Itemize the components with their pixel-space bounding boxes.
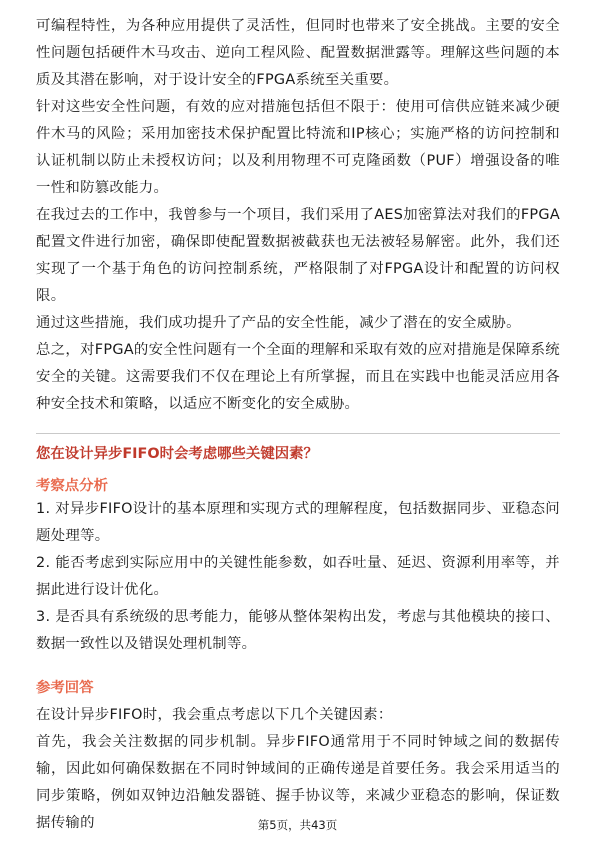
- intro-section: [36, 13, 560, 418]
- intro-paragraph-3: 在我过去的工作中，我曾参与一个项目，我们采用了AES加密算法对我们的FPGA配置文件进行加密，确保即使配置数据被截获也无法被轻易解密。此外，我们还实现了一个基于角色的访问控制系统，严格限制了对FPGA设计和配置的访问权限。: [36, 207, 560, 304]
- analysis-item-2: 2. 能否考虑到实际应用中的关键性能参数，如吞吐量、延迟、资源利用率等，并据此进行设计优化。: [36, 555, 560, 598]
- intro-paragraph-2: 针对这些安全性问题，有效的应对措施包括但不限于：使用可信供应链来减少硬件木马的风险；采用加密技术保护配置比特流和IP核心；实施严格的访问控制和认证机制以防止未授权访问；以及利用物理不可克隆函数（PUF）增强设备的唯一性和防篡改能力。: [36, 99, 560, 196]
- analysis-title: 考察点分析: [36, 478, 108, 494]
- intro-paragraph-1: 可编程特性，为各种应用提供了灵活性，但同时也带来了安全挑战。主要的安全性问题包括硬件木马攻击、逆向工程风险、配置数据泄露等。理解这些问题的本质及其潜在影响，对于设计安全的FPGA系统至关重要。: [36, 18, 560, 88]
- intro-paragraph-5: 总之，对FPGA的安全性问题有一个全面的理解和采取有效的应对措施是保障系统安全的关键。这需要我们不仅在理论上有所掌握，而且在实践中也能灵活应用各种安全技术和策略，以适应不断变化的安全威胁。: [36, 342, 560, 412]
- analysis-list: [36, 496, 560, 658]
- answer-paragraph-2: 首先，我会关注数据的同步机制。异步FIFO通常用于不同时钟域之间的数据传输，因此如何确保数据在不同时钟域间的正确传递是首要任务。我会采用适当的同步策略，例如双钟边沿触发器链、握手协议等，来减少亚稳态的影响，保证数据传输的: [36, 734, 560, 831]
- answer-title: 参考回答: [36, 680, 94, 696]
- intro-paragraph-4: 通过这些措施，我们成功提升了产品的安全性能，减少了潜在的安全威胁。: [36, 315, 521, 331]
- page-number-footer: 第5页，共43页: [257, 818, 338, 832]
- section-divider: [36, 433, 560, 434]
- analysis-item-3: 3. 是否具有系统级的思考能力，能够从整体架构出发，考虑与其他模块的接口、数据一致性以及错误处理机制等。: [36, 609, 560, 652]
- question-heading: 您在设计异步FIFO时会考虑哪些关键因素？: [36, 446, 318, 462]
- analysis-item-1: 1. 对异步FIFO设计的基本原理和实现方式的理解程度，包括数据同步、亚稳态问题处理等。: [36, 501, 560, 544]
- answer-paragraph-1: 在设计异步FIFO时，我会重点考虑以下几个关键因素：: [36, 707, 393, 723]
